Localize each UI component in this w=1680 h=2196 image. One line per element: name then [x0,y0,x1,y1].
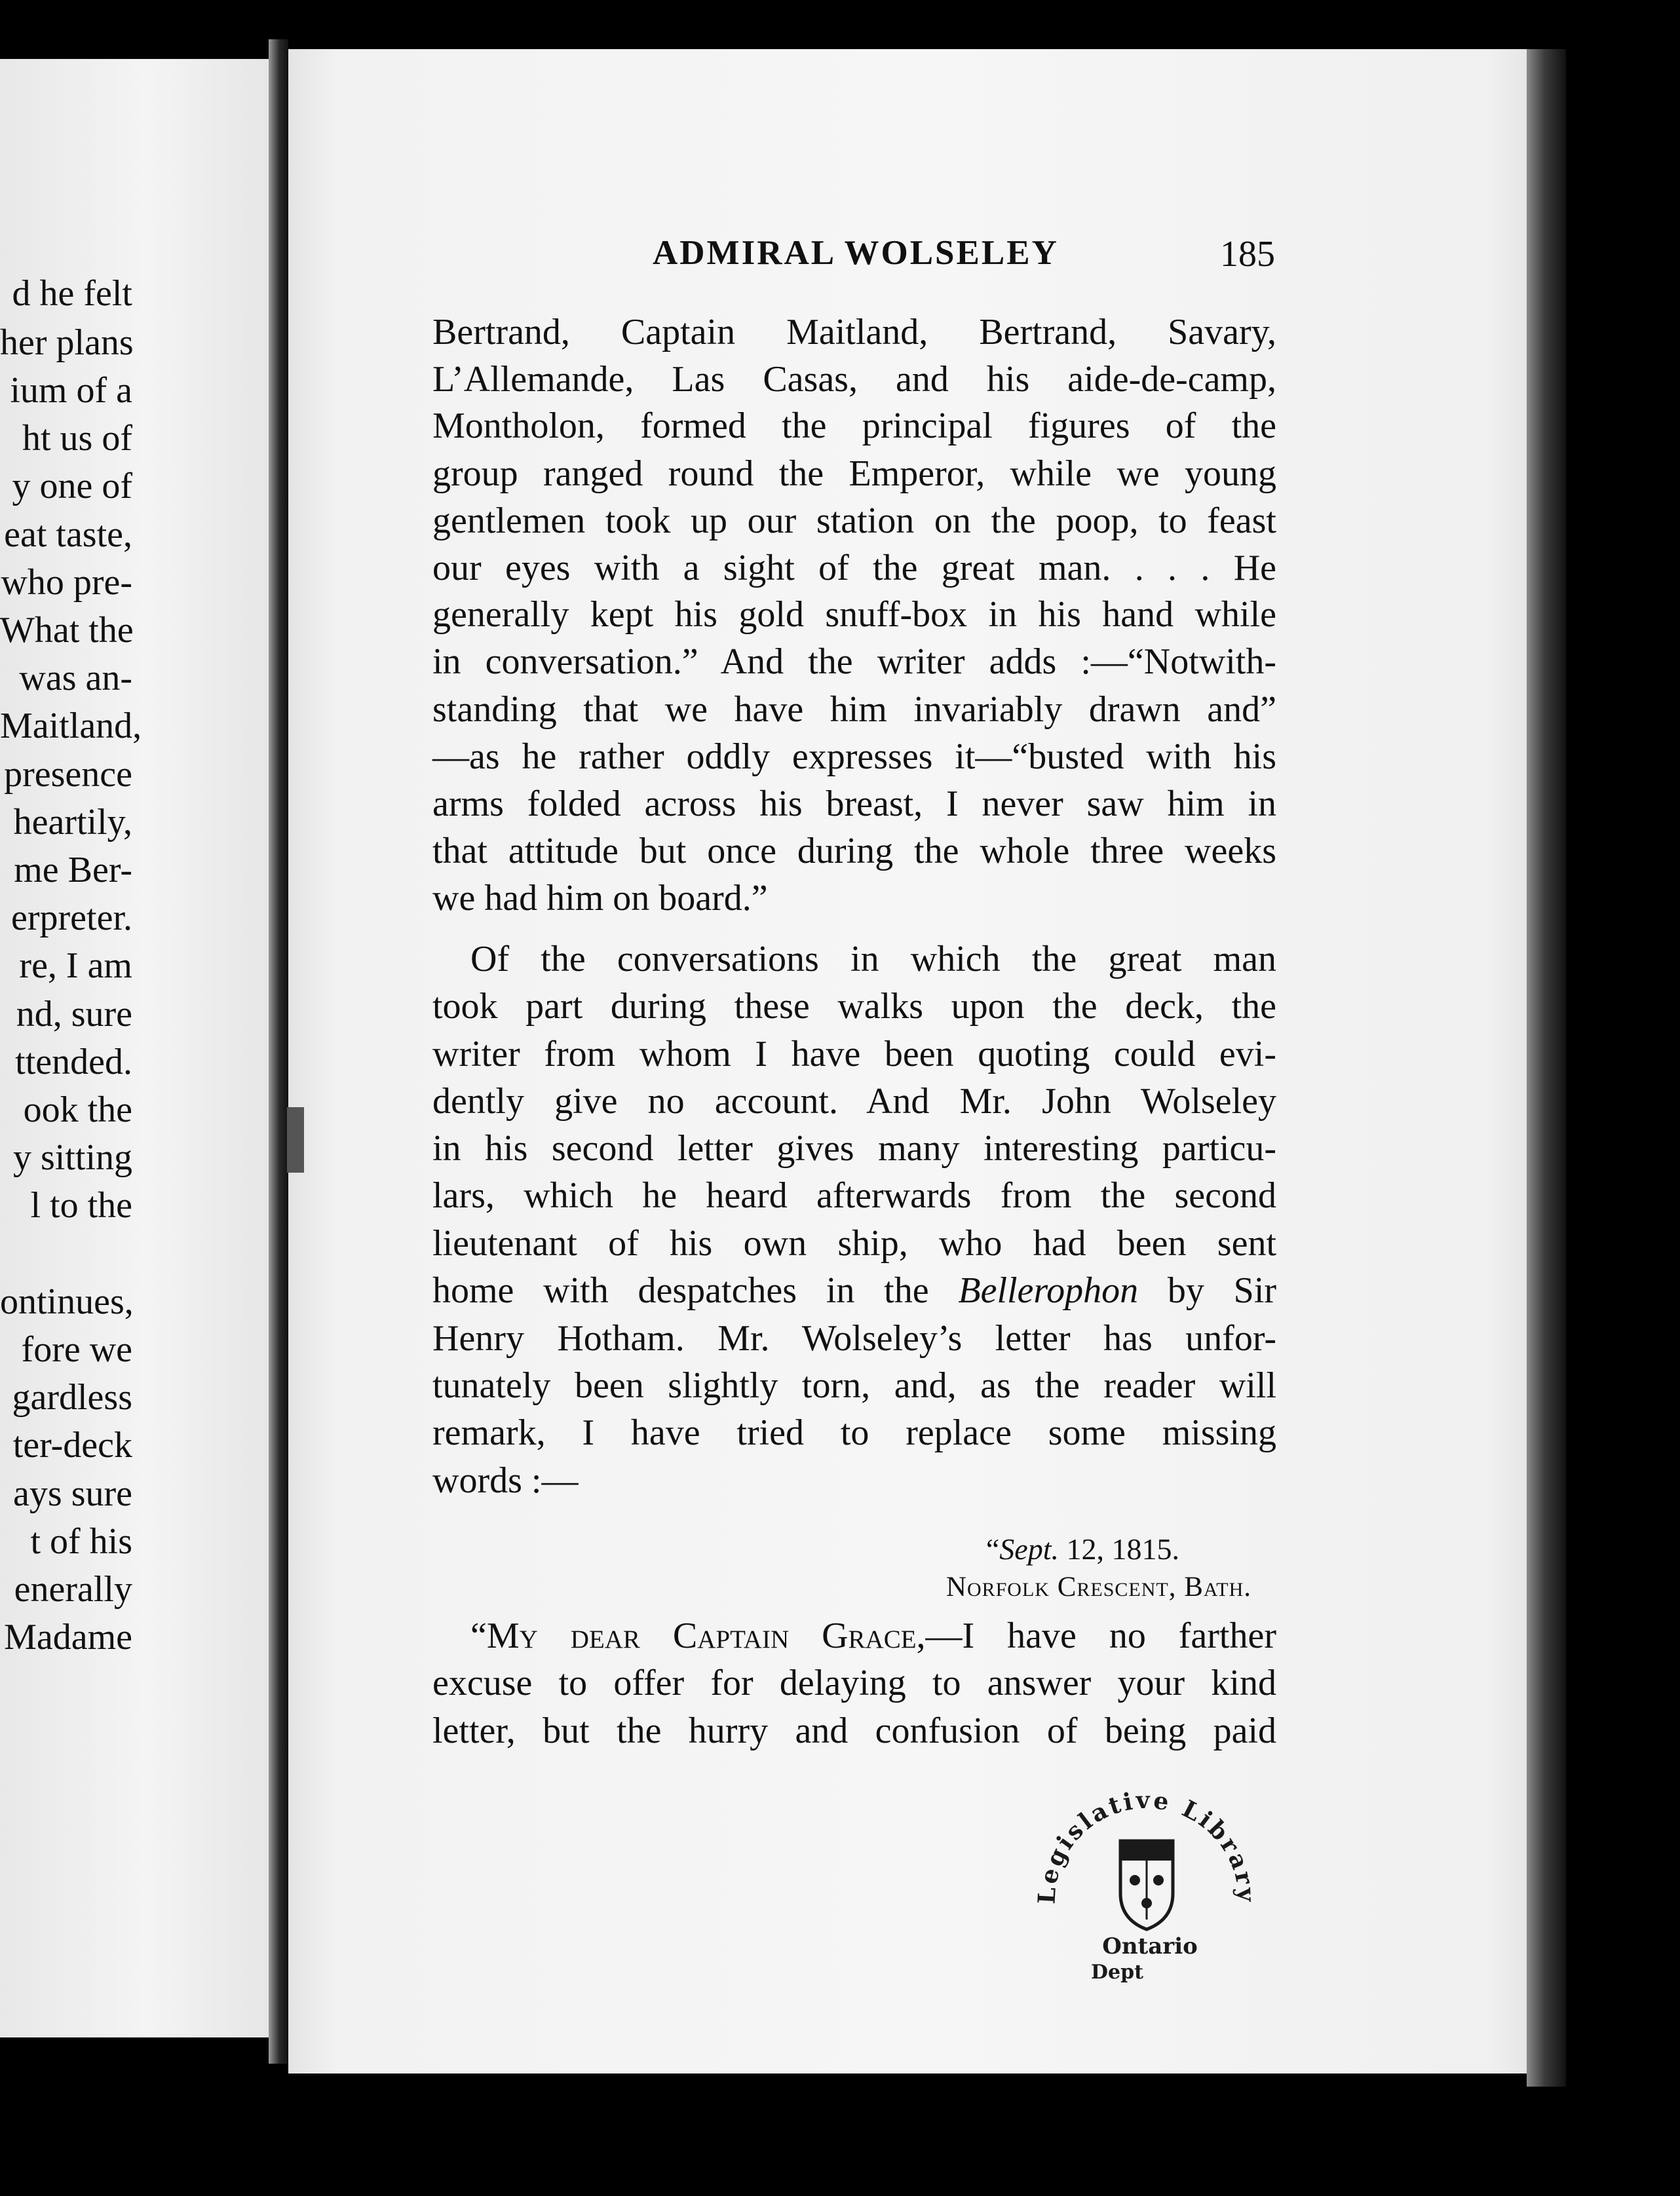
text-line: in conversation.” And the writer adds :—“Notwith- [432,641,1276,682]
text-line: standing that we have him invariably drawn and” [432,689,1276,730]
letter-date-open-quote: “ [985,1532,1000,1566]
left-page-line-fragment: ook the [23,1089,132,1130]
left-page-line-fragment: erpreter. [11,898,132,938]
left-page-line-fragment: fore we [21,1329,132,1370]
left-page-line-fragment: ays sure [13,1473,132,1514]
text-line: Of the conversations in which the great man [470,939,1276,979]
text-line: lars, which he heard afterwards from the second [432,1175,1276,1216]
stamp-subtext-2: Dept [1091,1961,1143,1984]
text-segment: home with despatches in the [432,1270,929,1311]
left-page-line-fragment: d he felt [12,273,132,314]
left-page-line-fragment: ttended. [15,1042,132,1082]
stamp-legend: Legislative Library [1033,1786,1261,1905]
text-line-with-ship-name [432,1270,1276,1312]
left-page-line-fragment: re, I am [19,945,132,986]
text-line: —as he rather oddly expresses it—“busted with his [432,736,1276,777]
left-page-line-fragment: gardless [12,1377,132,1418]
text-line: that attitude but once during the whole three weeks [432,831,1276,871]
left-page-line-fragment: who pre- [1,562,132,603]
left-page-line-fragment: enerally [14,1569,132,1610]
left-page-line-fragment: y sitting [12,1137,132,1178]
text-line: arms folded across his breast, I never saw him in [432,784,1276,824]
crest-shield-icon [1120,1841,1173,1929]
text-line: words :— [432,1460,579,1501]
ship-name: Bellerophon [958,1270,1139,1311]
stamp-subtext: Ontario [1102,1933,1198,1959]
left-page-line-fragment: ht us of [22,418,132,459]
left-page-line-fragment: ontinues, [0,1281,134,1322]
book-gutter-shadow [269,39,288,2064]
library-stamp-seal [1022,1762,1271,1985]
left-page-line-fragment: t of his [30,1521,132,1562]
text-line: Montholon, formed the principal figures of the [432,406,1276,446]
salutation-rest: —I have no farther [925,1616,1276,1656]
left-page-line-fragment: What the [0,610,134,651]
left-page-line-fragment: Madame [4,1617,132,1657]
text-line: letter, but the hurry and confusion of being paid [432,1711,1276,1751]
text-line: Henry Hotham. Mr. Wolseley’s letter has unfor- [432,1318,1276,1359]
text-line: L’Allemande, Las Casas, and his aide-de-camp, [432,359,1276,400]
salutation-line [432,1615,1276,1657]
text-line: tunately been slightly torn, and, as the reader will [432,1365,1276,1406]
left-page-line-fragment: eat taste, [4,514,132,555]
text-line: excuse to offer for delaying to answer your kind [432,1663,1276,1703]
text-segment: by Sir [1167,1270,1277,1311]
text-line: dently give no account. And Mr. John Wolseley [432,1081,1276,1122]
left-page-line-fragment: nd, sure [16,994,132,1034]
letter-date-rest: 12, 1815. [1066,1532,1179,1566]
left-page-line-fragment: was an- [19,658,132,698]
left-page-line-fragment: heartily, [13,802,132,842]
left-page-line-fragment: presence [4,754,132,795]
left-page-line-fragment: l to the [30,1185,132,1226]
left-page-line-fragment: ium of a [10,370,132,411]
left-page-line-fragment: Maitland, [0,706,142,746]
letter-address: Norfolk Crescent, Bath. [945,1572,1251,1602]
left-facing-page [0,59,269,2037]
letter-date [983,1532,1179,1566]
running-head: ADMIRAL WOLSELEY [653,234,1059,272]
letter-date-month: Sept. [999,1532,1059,1566]
text-line: we had him on board.” [432,878,768,918]
text-line: in his second letter gives many interesting particu- [432,1128,1276,1169]
text-line: writer from whom I have been quoting could evi- [432,1034,1276,1074]
left-page-line-fragment: ter-deck [12,1425,132,1466]
text-line: remark, I have tried to replace some missing [432,1412,1276,1453]
gutter-mark [287,1107,304,1173]
left-page-line-fragment: y one of [12,466,132,506]
text-line: Bertrand, Captain Maitland, Bertrand, Savary, [432,312,1276,352]
page-edge-shadow [1527,49,1566,2087]
text-line: took part during these walks upon the deck, the [432,986,1276,1027]
text-line: lieutenant of his own ship, who had been sent [432,1223,1276,1264]
page-number: 185 [1220,234,1275,274]
text-line: generally kept his gold snuff-box in his hand while [432,594,1276,635]
salutation: My dear Captain Grace, [486,1616,926,1656]
text-line: our eyes with a sight of the great man. . . . He [432,548,1276,588]
left-page-line-fragment: her plans [0,322,134,363]
text-line: gentlemen took up our station on the poop, to feast [432,501,1276,541]
text-line: group ranged round the Emperor, while we young [432,453,1276,494]
salutation-open-quote: “ [470,1616,487,1656]
left-page-line-fragment: me Ber- [14,850,132,890]
